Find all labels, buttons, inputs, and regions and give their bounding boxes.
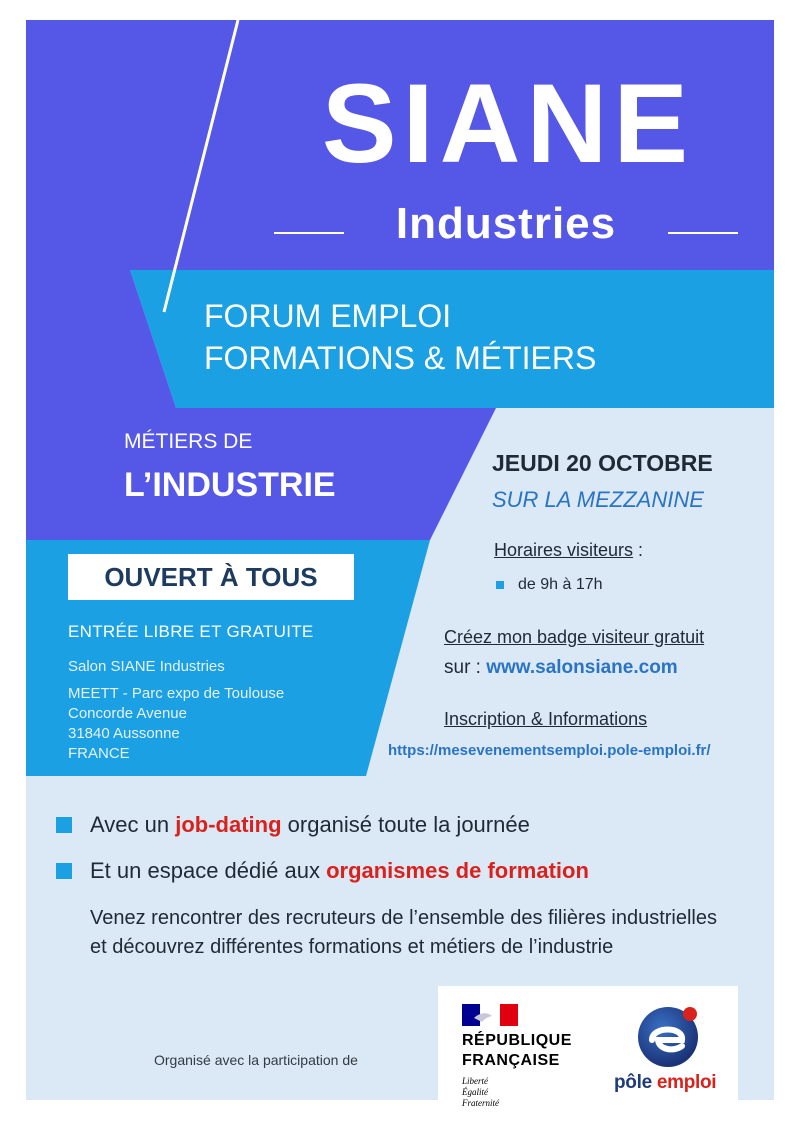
logo-subtitle: Industries (395, 199, 617, 248)
address-line: 31840 Aussonne (68, 725, 180, 742)
logo-divider-left (274, 232, 344, 234)
metiers-kicker: MÉTIERS DE (124, 430, 253, 453)
republique-line1: RÉPUBLIQUE (462, 1032, 572, 1049)
marianne-flag-icon (462, 1004, 518, 1026)
emploi-word: emploi (656, 1072, 717, 1093)
motto-word: Liberté (462, 1076, 488, 1086)
address-line: Concorde Avenue (68, 705, 187, 722)
bullet-text-before: Avec un (90, 812, 176, 837)
visitor-hours-label: Horaires visiteurs (494, 540, 634, 560)
pole-emploi-wordmark (614, 1072, 716, 1094)
visitor-hours-title (494, 540, 643, 561)
training-space-bullet (56, 858, 589, 884)
event-description: Venez rencontrer des recruteurs de l’ensemble des filières industrielles et découvrez différentes formations et métiers de l’industrie (90, 907, 717, 958)
salon-name: Salon SIANE Industries (68, 658, 225, 675)
bullet-text-after: organisé toute la journée (281, 812, 530, 837)
visitor-hours-value: de 9h à 17h (518, 576, 603, 593)
address-line: FRANCE (68, 745, 130, 762)
website-link[interactable]: www.salonsiane.com (486, 657, 678, 678)
event-date: JEUDI 20 OCTOBRE (492, 450, 713, 476)
forum-title (204, 296, 596, 379)
republic-motto (462, 1076, 499, 1109)
pole-word: pôle (614, 1072, 657, 1093)
create-badge-link[interactable]: Créez mon badge visiteur gratuit (444, 627, 705, 647)
website-prefix: sur : (444, 657, 487, 678)
bullet-highlight: job-dating (175, 812, 282, 837)
logo-divider-right (668, 232, 738, 234)
bullet-square-icon (496, 581, 504, 589)
open-to-all-badge: OUVERT À TOUS (68, 554, 354, 600)
venue-address (68, 684, 284, 764)
event-location: SUR LA MEZZANINE (492, 487, 704, 512)
forum-title-line2: FORMATIONS & MÉTIERS (204, 339, 597, 376)
siane-logo: SIANE (321, 61, 695, 186)
republique-line2: FRANÇAISE (462, 1052, 560, 1069)
bullet-square-icon (56, 817, 72, 833)
metiers-heading: L’INDUSTRIE (124, 466, 336, 504)
event-poster (26, 20, 774, 1108)
partner-logos (438, 986, 738, 1108)
pole-emploi-url-link[interactable]: https://mesevenementsemploi.pole-emploi.fr/ (388, 742, 711, 759)
website-line (444, 657, 678, 679)
bullet-square-icon (56, 863, 72, 879)
motto-word: Égalité (462, 1087, 488, 1097)
industries-wordmark (274, 200, 738, 250)
address-line: MEETT - Parc expo de Toulouse (68, 685, 285, 702)
pole-emploi-logo-icon (632, 1004, 704, 1070)
visitor-hours-item (496, 576, 603, 594)
free-entry-text: ENTRÉE LIBRE ET GRATUITE (68, 622, 314, 641)
job-dating-bullet (56, 812, 530, 838)
visitor-hours-colon: : (633, 540, 644, 560)
bullet-highlight: organismes de formation (326, 858, 589, 883)
motto-word: Fraternité (462, 1098, 499, 1108)
forum-title-line1: FORUM EMPLOI (204, 298, 452, 334)
registration-info-link[interactable]: Inscription & Informations (444, 709, 648, 729)
organized-with-text: Organisé avec la participation de (154, 1052, 358, 1068)
bullet-text-before: Et un espace dédié aux (90, 858, 327, 883)
